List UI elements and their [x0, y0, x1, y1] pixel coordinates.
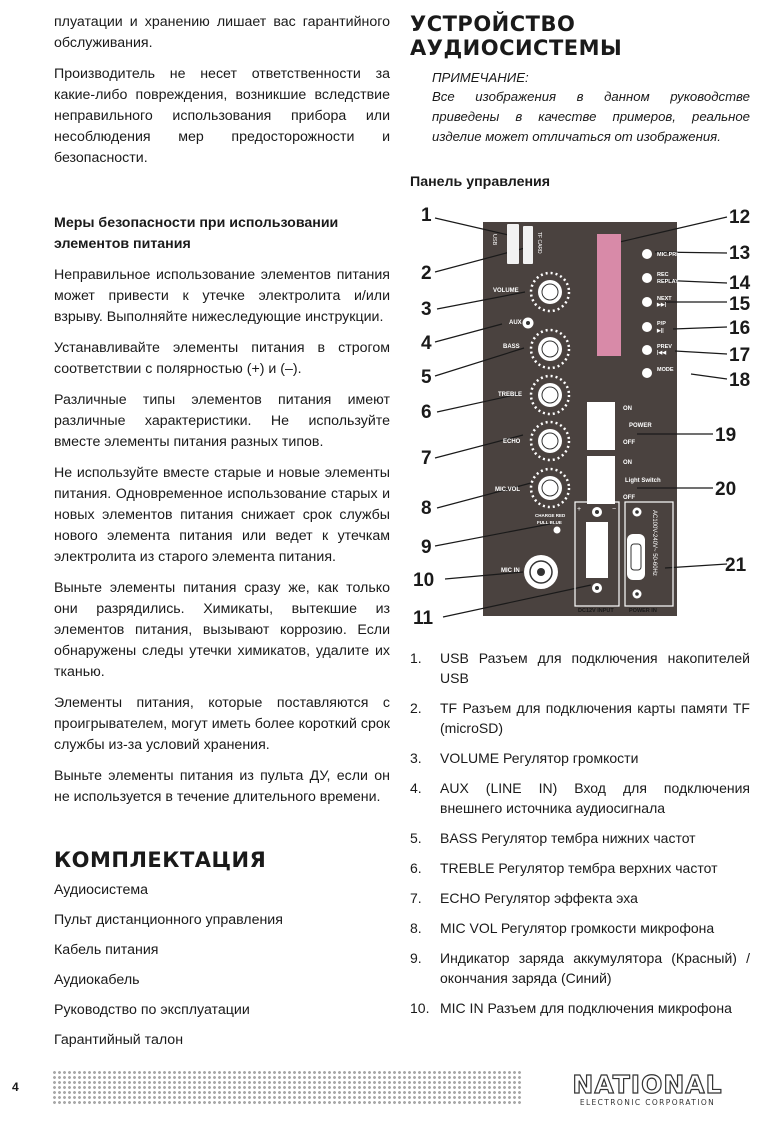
callout-number: 1 [421, 205, 432, 226]
callout-number: 19 [715, 425, 737, 446]
kit-item: Пульт дистанционного управления [54, 912, 283, 928]
callout-number: 6 [421, 402, 432, 423]
micvol-label: MIC.VOL [495, 487, 520, 493]
mode-label: MODE [657, 367, 674, 373]
light-switch [587, 456, 615, 504]
legend-item: 7. ECHO Регулятор эффекта эха [410, 890, 638, 906]
battery-safety-title: Меры безопасности при использовании элементов питания [54, 215, 339, 252]
legend-item: 9. Индикатор заряда аккумулятора (Красный) / окончания заряда (Синий) [410, 950, 750, 986]
legend-item: 8. MIC VOL Регулятор громкости микрофона [410, 920, 715, 936]
charge-label-blue: FULL BLUE [537, 520, 562, 525]
right-column [410, 12, 750, 147]
play-pause-button [642, 322, 652, 332]
mic-pri-label: MIC.PRI [657, 252, 678, 258]
mic-in-jack [524, 555, 558, 589]
callout-number: 2 [421, 263, 432, 284]
footer-dot-pattern [52, 1070, 522, 1106]
bass-label: BASS [503, 344, 520, 350]
callout-number: 11 [413, 608, 434, 629]
kit-item: Аудиокабель [54, 972, 140, 988]
power-in-label: POWER IN [629, 608, 657, 614]
intro-paragraph: плуатации и хранению лишает вас гарантийного обслуживания. [54, 14, 390, 51]
callout-number: 5 [421, 367, 432, 388]
callout-number: 21 [725, 555, 747, 576]
mic-in-label: MIC IN [501, 568, 520, 574]
usb-label: USB [491, 234, 497, 246]
battery-paragraph: Различные типы элементов питания имеют различные характеристики. Не используйте вместе элементы питания разных типов. [54, 392, 390, 450]
next-label: NEXT [657, 296, 672, 302]
legend-item: 3. VOLUME Регулятор громкости [410, 750, 639, 766]
callout-number: 7 [421, 448, 432, 469]
light-off-label: OFF [623, 495, 635, 501]
kit-item: Руководство по эксплуатации [54, 1002, 250, 1018]
callout-number: 8 [421, 498, 432, 519]
control-panel-diagram [405, 196, 760, 632]
note-text: Все изображения в данном руководстве приведены в качестве примеров, реальное изделие может отличаться от изображения. [432, 89, 750, 144]
battery-paragraph: Устанавливайте элементы питания в строгом соответствии с полярностью (+) и (–). [54, 340, 390, 377]
callout-number: 4 [421, 333, 432, 354]
pp-label: P/P [657, 321, 666, 327]
page-number: 4 [12, 1080, 19, 1094]
callout-number: 17 [729, 345, 751, 366]
brand-logo [545, 1072, 750, 1107]
callout-number: 16 [729, 318, 751, 339]
volume-label: VOLUME [493, 288, 519, 294]
minus-sign: − [612, 506, 617, 513]
prev-arrow-icon: |◀◀ [657, 350, 667, 356]
charge-indicator-led [554, 527, 561, 534]
battery-paragraph: Элементы питания, которые поставляются с проигрывателем, могут иметь более короткий срок службы из-за условий хранения. [54, 695, 390, 753]
callout-number: 10 [413, 570, 435, 591]
callout-number: 13 [729, 243, 751, 264]
kit-item: Аудиосистема [54, 882, 149, 898]
legend-item: 1. USB Разъем для подключения накопителей USB [410, 650, 750, 686]
tf-slot [523, 226, 533, 264]
legend-item: 6. TREBLE Регулятор тембра верхних частот [410, 860, 718, 876]
aux-label: AUX [509, 320, 522, 326]
tf-label: TF CARD [536, 232, 542, 254]
charge-label-red: CHARGE RED [535, 513, 566, 518]
kit-list [54, 880, 390, 1051]
callout-number: 15 [729, 294, 751, 315]
ac-rating-label: AC100V-240V~ 50-60Hz [651, 510, 657, 576]
rec-label: REC [657, 272, 669, 278]
legend-item: 5. BASS Регулятор тембра нижних частот [410, 830, 696, 846]
light-switch-label: Light Switch [625, 478, 661, 484]
usb-port [507, 224, 519, 264]
mic-pri-button [642, 249, 652, 259]
play-pause-icon: ▶|| [657, 328, 664, 334]
kit-item: Гарантийный талон [54, 1032, 184, 1048]
next-button [642, 297, 652, 307]
prev-button [642, 345, 652, 355]
legend-item: 4. AUX (LINE IN) Вход для подключения внешнего источника аудиосигнала [410, 780, 750, 816]
left-column [54, 12, 390, 1060]
battery-paragraph: Выньте элементы питания из пульта ДУ, если он не используется в течение длительного времени. [54, 768, 390, 805]
legend-item: 10. MIC IN Разъем для подключения микрофона [410, 1000, 732, 1016]
replay-label: REPLAY [657, 279, 679, 285]
kit-title: КОМПЛЕКТАЦИЯ [54, 848, 267, 872]
kit-item: Кабель питания [54, 942, 159, 958]
power-off-label: OFF [623, 440, 635, 446]
logo-main-text: NATIONAL [572, 1070, 723, 1099]
display-screen [597, 234, 621, 356]
callout-number: 14 [729, 273, 751, 294]
panel-title: Панель управления [410, 174, 551, 190]
mode-button [642, 368, 652, 378]
device-title: УСТРОЙСТВО АУДИОСИСТЕМЫ [410, 12, 623, 60]
legend-item: 2. TF Разъем для подключения карты памяти TF (microSD) [410, 700, 750, 736]
note-label: ПРИМЕЧАНИЕ: [432, 70, 529, 85]
battery-paragraph: Неправильное использование элементов питания может привести к утечке электролита и/или взрыву. Выполняйте нижеследующие инструкции. [54, 267, 390, 325]
aux-jack [523, 318, 534, 329]
logo-sub-text: ELECTRONIC CORPORATION [579, 1098, 716, 1107]
power-on-label: ON [623, 406, 632, 412]
intro-paragraph: Производитель не несет ответственности за какие-либо повреждения, возникшие вследствие неправильного использования прибора или несоблюдения мер предосторожности и безопасности. [54, 66, 390, 166]
callout-number: 3 [421, 299, 432, 320]
callout-number: 20 [715, 479, 737, 500]
callout-number: 18 [729, 370, 751, 391]
echo-label: ECHO [503, 439, 521, 445]
prev-label: PREV [657, 344, 672, 350]
next-arrow-icon: ▶▶| [657, 302, 667, 308]
treble-label: TREBLE [498, 392, 522, 398]
plus-sign: + [577, 506, 582, 513]
panel-legend [410, 648, 750, 1028]
power-label: POWER [629, 423, 652, 429]
light-on-label: ON [623, 460, 632, 466]
callout-number: 12 [729, 207, 751, 228]
rec-replay-button [642, 273, 652, 283]
callout-number: 9 [421, 537, 432, 558]
battery-paragraph: Не используйте вместе старые и новые элементы питания. Одновременное использование старых и новых элементов питания снижает срок службы нового элемента питания или ведет к утечкам электролита из старого элемента питания. [54, 465, 390, 565]
battery-paragraph: Выньте элементы питания сразу же, как только они разрядились. Химикаты, вытекшие из элементов питания, вызывают коррозию. Если обнаружены следы утечки химикатов, удалите их тканью. [54, 580, 390, 680]
power-switch [587, 402, 615, 450]
dc-input-label: DC12V INPUT [578, 608, 614, 614]
